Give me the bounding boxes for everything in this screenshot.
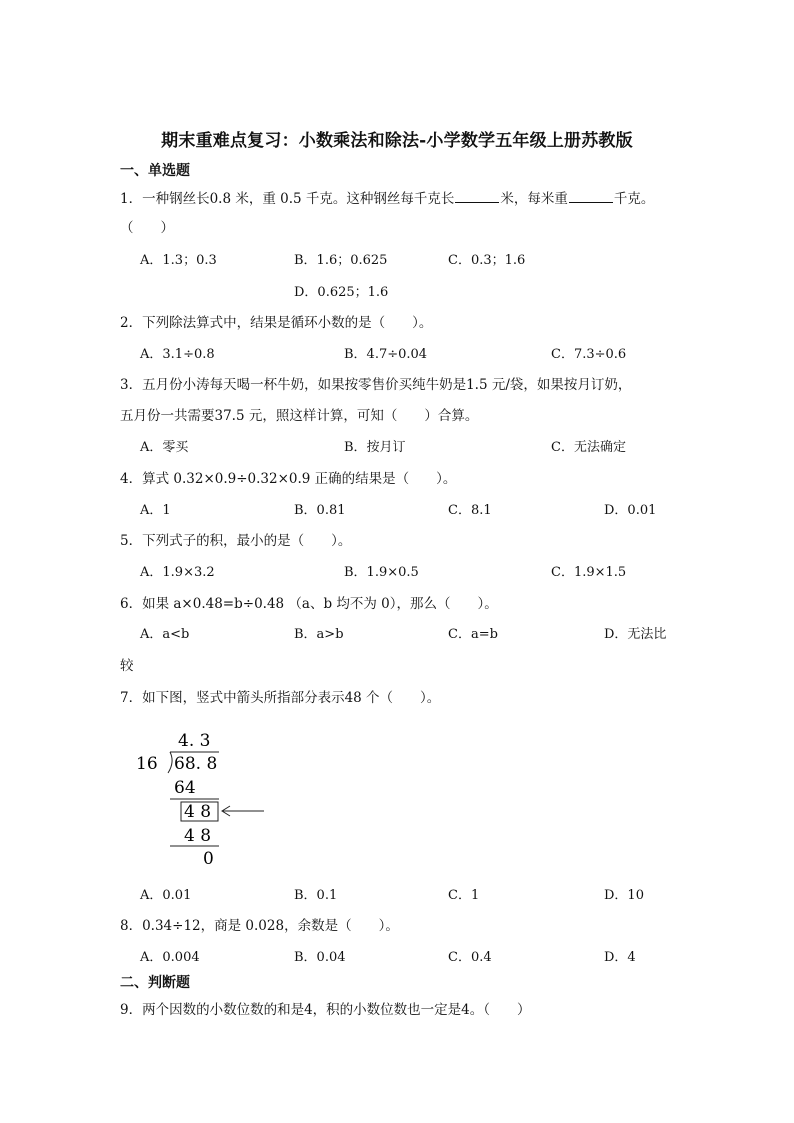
q1-option-d[interactable]: D．0.625；1.6 <box>294 285 389 300</box>
question-1-answer-paren: （ ） <box>120 220 174 236</box>
question-3-line1: 3．五月份小涛每天喝一杯牛奶，如果按零售价买纯牛奶是1.5 元/袋，如果按月订奶， <box>120 377 632 393</box>
blank-line <box>569 190 613 203</box>
division-step-subtract-2: 4 8 <box>184 826 212 846</box>
q7-option-c[interactable]: C．1 <box>448 888 480 903</box>
section-heading-true-false: 二、判断题 <box>120 975 190 991</box>
division-divisor: 16 <box>136 754 158 774</box>
q7-option-d[interactable]: D．10 <box>604 888 644 903</box>
q8-option-c[interactable]: C．0.4 <box>448 950 492 965</box>
q6-option-d[interactable]: D．无法比 <box>604 627 667 642</box>
division-dividend: 68. 8 <box>174 754 218 774</box>
q6-option-d-continuation: 较 <box>120 658 134 674</box>
q7-option-b[interactable]: B．0.1 <box>294 888 338 903</box>
q1-option-c[interactable]: C．0.3；1.6 <box>448 253 526 268</box>
q6-option-c[interactable]: C．a=b <box>448 627 498 642</box>
q8-option-d[interactable]: D．4 <box>604 950 636 965</box>
question-5: 5．下列式子的积，最小的是（ ）。 <box>120 533 352 549</box>
question-4: 4．算式 0.32×0.9÷0.32×0.9 正确的结果是（ ）。 <box>120 471 457 487</box>
q7-option-a[interactable]: A．0.01 <box>140 888 192 903</box>
q1-option-b[interactable]: B．1.6；0.625 <box>294 253 388 268</box>
q5-option-a[interactable]: A．1.9×3.2 <box>140 565 215 580</box>
question-1-part1: 1．一种钢丝长0.8 米，重 0.5 千克。这种钢丝每千克长 <box>120 191 455 207</box>
question-1-part3: 千克。 <box>613 191 655 207</box>
question-1-part2: 米，每米重 <box>500 191 568 207</box>
q6-option-b[interactable]: B．a>b <box>294 627 344 642</box>
q3-option-a[interactable]: A．零买 <box>140 440 189 455</box>
division-final-remainder: 0 <box>203 849 214 869</box>
q3-option-b[interactable]: B．按月订 <box>344 440 406 455</box>
section-heading-single-choice: 一、单选题 <box>120 163 190 179</box>
q3-option-c[interactable]: C．无法确定 <box>551 440 626 455</box>
question-2: 2．下列除法算式中，结果是循环小数的是（ ）。 <box>120 315 433 331</box>
q2-option-c[interactable]: C．7.3÷0.6 <box>551 347 627 362</box>
long-division-diagram <box>130 727 280 869</box>
q4-option-b[interactable]: B．0.81 <box>294 503 346 518</box>
page-title: 期末重难点复习：小数乘法和除法-小学数学五年级上册苏教版 <box>161 131 633 151</box>
q8-option-b[interactable]: B．0.04 <box>294 950 346 965</box>
question-1 <box>120 187 654 207</box>
q4-option-d[interactable]: D．0.01 <box>604 503 657 518</box>
q2-option-b[interactable]: B．4.7÷0.04 <box>344 347 428 362</box>
q5-option-c[interactable]: C．1.9×1.5 <box>551 565 627 580</box>
question-8: 8．0.34÷12，商是 0.028，余数是（ ）。 <box>120 918 399 934</box>
question-3-line2: 五月份一共需要37.5 元，照这样计算，可知（ ）合算。 <box>120 408 479 424</box>
question-9: 9．两个因数的小数位数的和是4，积的小数位数也一定是4。（ ） <box>120 1002 531 1018</box>
blank-line <box>455 190 499 203</box>
q1-option-a[interactable]: A．1.3；0.3 <box>140 253 217 268</box>
q2-option-a[interactable]: A．3.1÷0.8 <box>140 347 215 362</box>
q6-option-a[interactable]: A．a<b <box>140 627 190 642</box>
q4-option-a[interactable]: A．1 <box>140 503 171 518</box>
division-quotient: 4. 3 <box>178 731 211 751</box>
division-step-remainder-highlighted: 4 8 <box>184 802 212 822</box>
question-7: 7．如下图，竖式中箭头所指部分表示48 个（ ）。 <box>120 690 441 706</box>
q8-option-a[interactable]: A．0.004 <box>140 950 200 965</box>
q5-option-b[interactable]: B．1.9×0.5 <box>344 565 419 580</box>
q4-option-c[interactable]: C．8.1 <box>448 503 492 518</box>
division-bracket <box>168 752 172 773</box>
division-step-subtract-1: 64 <box>174 778 196 798</box>
question-6: 6．如果 a×0.48=b÷0.48 （a、b 均不为 0），那么（ ）。 <box>120 596 498 612</box>
